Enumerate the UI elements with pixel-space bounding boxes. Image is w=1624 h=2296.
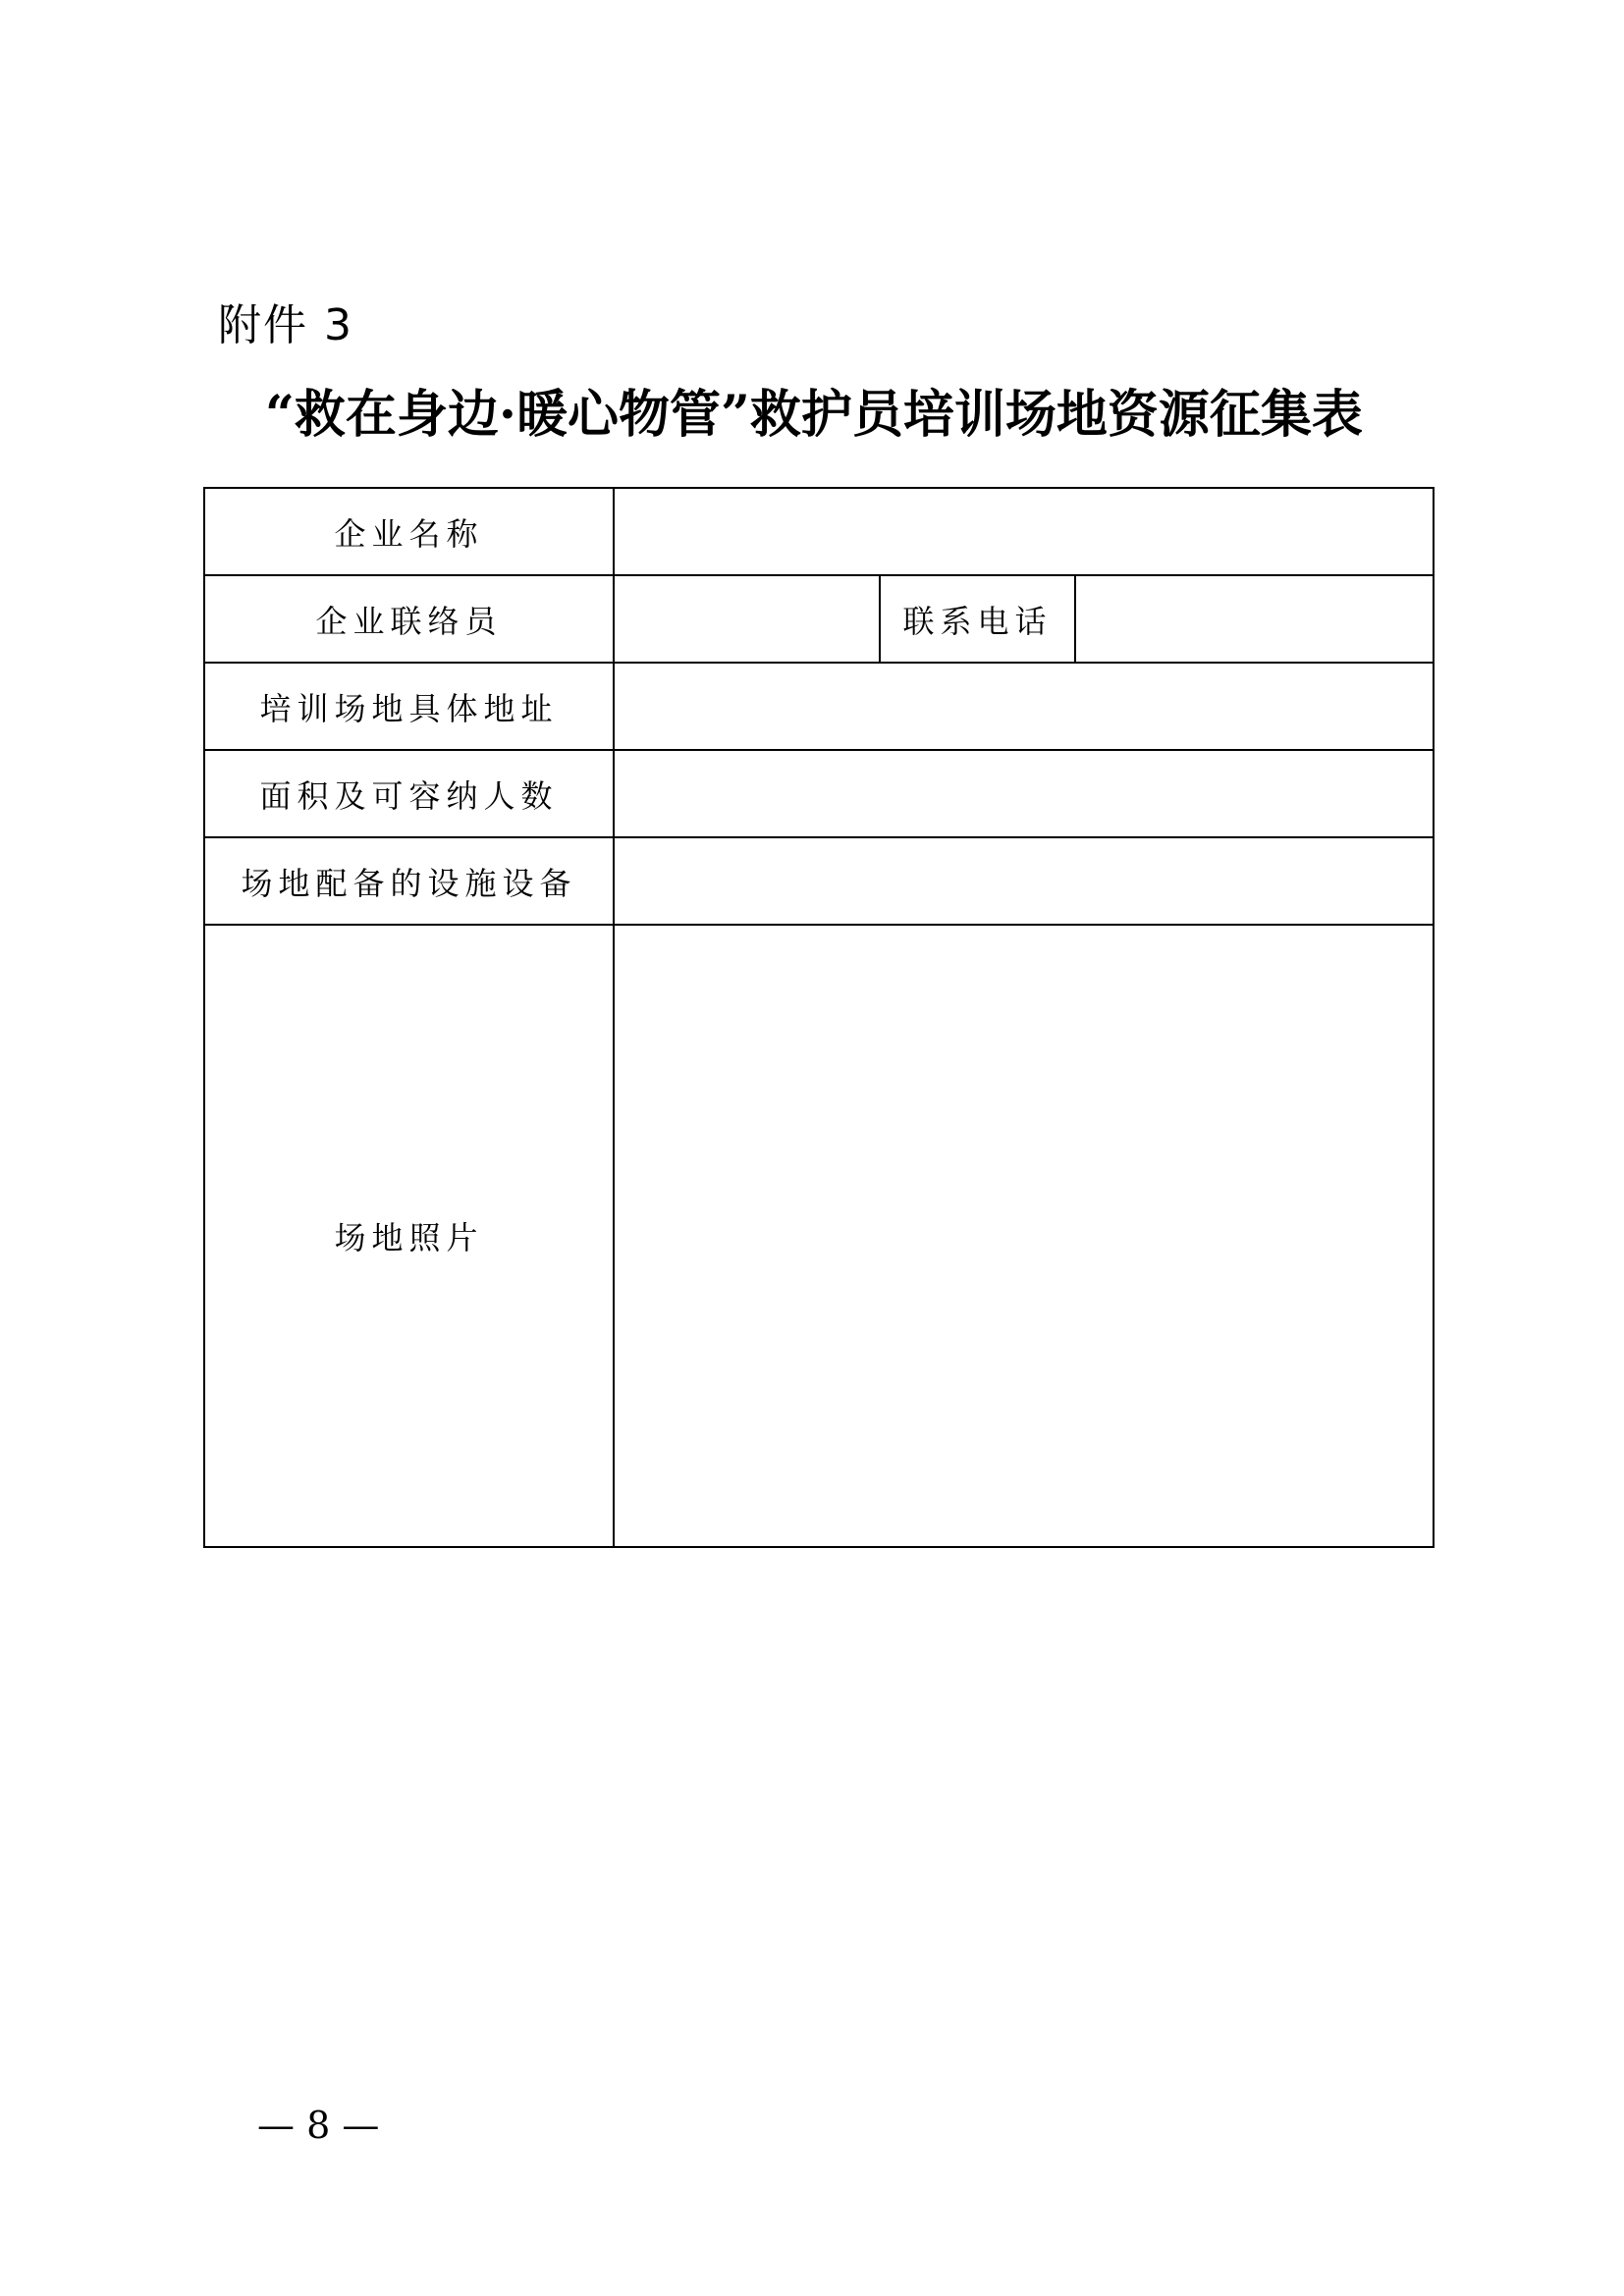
photos-field[interactable] <box>614 925 1434 1547</box>
page-number: — 8 — <box>257 2104 380 2147</box>
company-name-field[interactable] <box>614 488 1434 575</box>
contact-person-label: 企业联络员 <box>204 575 614 663</box>
area-capacity-field[interactable] <box>614 750 1434 837</box>
collection-form-table <box>203 487 1435 1548</box>
form-row-photos <box>204 925 1434 1547</box>
address-field[interactable] <box>614 663 1434 750</box>
document-title: “救在身边·暖心物管”救护员培训场地资源征集表 <box>265 385 1363 445</box>
form-row-area-capacity <box>204 750 1434 837</box>
area-capacity-label: 面积及可容纳人数 <box>204 750 614 837</box>
photos-label: 场地照片 <box>204 925 614 1547</box>
form-row-company-name <box>204 488 1434 575</box>
facilities-label: 场地配备的设施设备 <box>204 837 614 925</box>
contact-person-field[interactable] <box>614 575 880 663</box>
address-label: 培训场地具体地址 <box>204 663 614 750</box>
phone-field[interactable] <box>1075 575 1434 663</box>
form-row-contact <box>204 575 1434 663</box>
company-name-label: 企业名称 <box>204 488 614 575</box>
phone-label: 联系电话 <box>880 575 1075 663</box>
attachment-label: 附件 3 <box>218 300 353 350</box>
form-row-facilities <box>204 837 1434 925</box>
facilities-field[interactable] <box>614 837 1434 925</box>
form-row-address <box>204 663 1434 750</box>
